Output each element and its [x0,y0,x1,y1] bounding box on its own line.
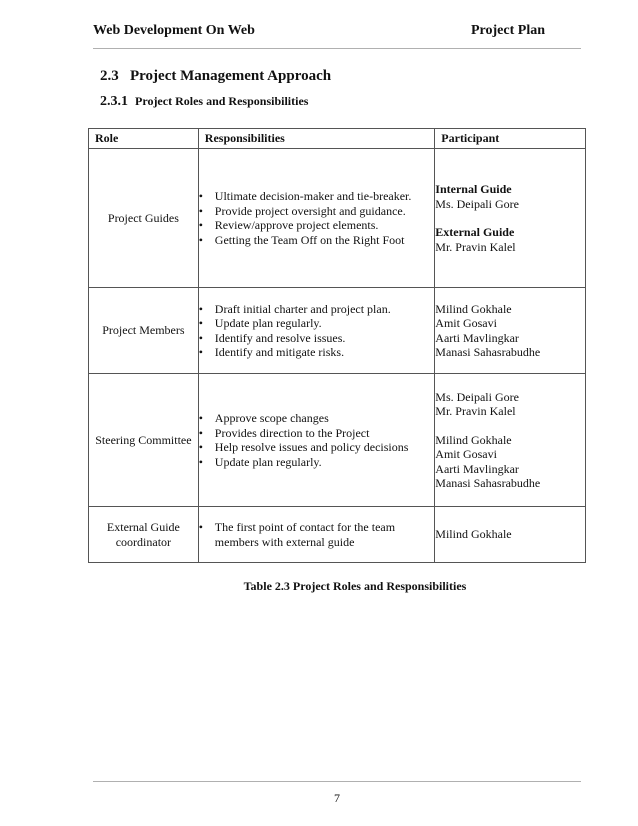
subsection-heading [100,94,308,110]
responsibilities-list [199,189,434,247]
table-caption: Table 2.3 Project Roles and Responsibilities [243,579,467,593]
responsibility-item: • Getting the Team Off on the Right Foot [199,233,434,248]
responsibility-item: • The first point of contact for the team members with external guide [199,520,434,549]
responsibilities-list [199,302,434,360]
participant-cell [435,149,586,288]
participant-name: Amit Gosavi [435,447,497,461]
responsibility-item: • Identify and resolve issues. [199,331,434,346]
section-heading [100,68,331,85]
participant-name: Milind Gokhale [435,527,512,542]
role-cell: Steering Committee [89,374,199,507]
table-row [89,374,586,507]
page-header [93,23,545,39]
table-row [89,288,586,374]
header-section-title: Project Plan [471,23,545,38]
responsibility-item: • Ultimate decision-maker and tie-breaker. [199,189,434,204]
table-row [89,149,586,288]
role-cell: Project Members [89,288,199,374]
table-header-row [89,129,586,149]
participant-name: Aarti Mavlingkar [435,330,519,345]
column-header-role: Role [89,129,199,149]
column-header-participant: Participant [435,129,586,149]
participant-cell [435,288,586,374]
section-number: 2.3 [100,68,119,84]
responsibility-item: • Draft initial charter and project plan. [199,302,434,317]
responsibility-item: • Approve scope changes [199,411,434,426]
participant-name: Ms. Deipali Gore [435,389,519,404]
participant-name: Milind Gokhale [435,301,512,316]
participant-spacer [435,419,585,433]
participant-name: Ms. Deipali Gore [435,196,519,211]
participant-name: Aarti Mavlingkar [435,461,519,476]
responsibility-item: • Provide project oversight and guidance. [199,204,434,219]
participant-name: Mr. Pravin Kalel [435,239,516,254]
role-cell: Project Guides [89,149,199,288]
page-number: 7 [334,791,340,805]
responsibilities-list [199,411,434,469]
roles-table [88,128,586,563]
subsection-number: 2.3.1 [100,94,128,109]
participant-name: Mr. Pravin Kalel [435,404,516,418]
responsibility-item: • Provides direction to the Project [199,426,434,441]
table-row [89,507,586,563]
header-document-title: Web Development On Web [93,23,255,38]
header-divider [93,48,581,49]
responsibilities-list [199,520,434,549]
responsibilities-cell [198,149,434,288]
participant-name: Manasi Sahasrabudhe [435,345,541,359]
responsibilities-cell [198,507,434,563]
footer-divider [93,781,581,782]
responsibilities-cell [198,374,434,507]
responsibility-item: • Identify and mitigate risks. [199,345,434,360]
participant-group-heading: External Guide [435,225,515,239]
responsibility-item: • Update plan regularly. [199,455,434,470]
section-title: Project Management Approach [130,68,332,84]
column-header-responsibilities: Responsibilities [198,129,434,149]
subsection-title: Project Roles and Responsibilities [135,94,309,108]
participant-name: Milind Gokhale [435,432,512,447]
role-cell: External Guide coordinator [89,507,199,563]
participant-cell [435,507,586,563]
participant-cell [435,374,586,507]
participant-name: Amit Gosavi [435,316,497,330]
participant-name: Manasi Sahasrabudhe [435,476,541,490]
responsibility-item: • Help resolve issues and policy decisions [199,440,434,455]
participant-spacer [435,211,585,225]
responsibilities-cell [198,288,434,374]
responsibility-item: • Update plan regularly. [199,316,434,331]
participant-group-heading: Internal Guide [435,182,512,196]
responsibility-item: • Review/approve project elements. [199,218,434,233]
